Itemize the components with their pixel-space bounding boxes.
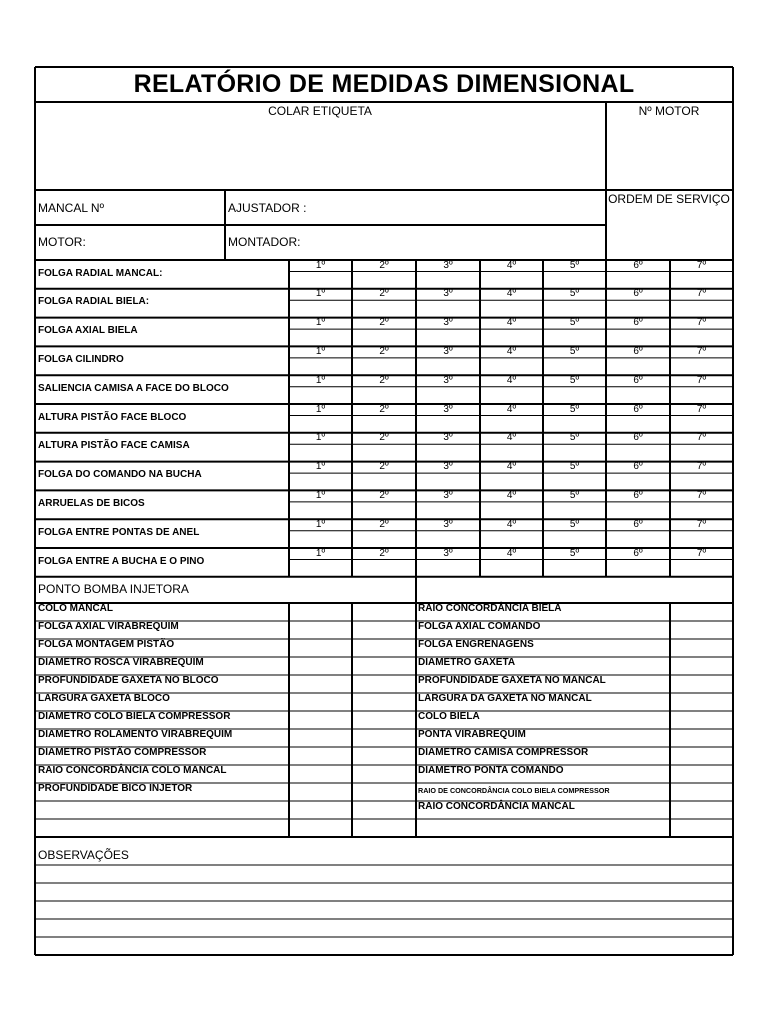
measure-cell[interactable] (291, 359, 350, 373)
position-header: 4º (506, 259, 517, 271)
right-item-value[interactable] (673, 623, 730, 637)
n-motor-field[interactable] (612, 120, 728, 186)
measure-cell[interactable] (482, 273, 541, 287)
position-header: 5º (569, 259, 580, 271)
right-item-value[interactable] (673, 713, 730, 727)
position-header: 6º (633, 518, 643, 530)
left-item-label: RAIO CONCORDÂNCIA COLO MANCAL (38, 765, 227, 776)
measure-cell[interactable] (418, 331, 478, 345)
right-item-value[interactable] (673, 767, 730, 781)
position-header: 1º (315, 432, 326, 444)
right-item-label: COLO BIELA (418, 711, 480, 722)
position-header: 4º (506, 403, 517, 415)
position-header: 2º (379, 317, 389, 329)
ajustador-field[interactable] (300, 196, 600, 222)
position-header: 7º (696, 489, 707, 501)
left-item-label: COLO MANCAL (38, 603, 113, 614)
measure-cell[interactable] (545, 331, 604, 345)
position-header: 1º (315, 345, 326, 357)
position-header: 6º (633, 403, 643, 415)
position-header: 1º (315, 547, 326, 559)
measure-cell[interactable] (354, 475, 414, 489)
position-header: 1º (315, 403, 326, 415)
ponto-bomba-field[interactable] (420, 580, 728, 600)
measure-cell[interactable] (354, 446, 414, 460)
n-motor-label: Nº MOTOR (638, 104, 700, 118)
measure-cell[interactable] (545, 388, 604, 402)
measure-cell[interactable] (291, 475, 350, 489)
measure-label: FOLGA ENTRE PONTAS DE ANEL (38, 526, 200, 538)
position-header: 7º (696, 547, 707, 559)
right-item-value[interactable] (673, 659, 730, 673)
position-header: 3º (443, 518, 453, 530)
measure-cell[interactable] (482, 417, 541, 431)
position-header: 5º (569, 374, 580, 386)
right-item-label: DIAMETRO GAXETA (418, 657, 516, 668)
position-header: 5º (569, 461, 580, 473)
ajustador-label: AJUSTADOR : (228, 201, 307, 215)
measure-cell[interactable] (672, 561, 731, 575)
measure-cell[interactable] (354, 532, 414, 546)
measure-cell[interactable] (545, 446, 604, 460)
measure-cell[interactable] (545, 475, 604, 489)
position-header: 5º (569, 317, 580, 329)
position-header: 2º (379, 432, 389, 444)
position-header: 3º (443, 317, 453, 329)
measure-cell[interactable] (672, 475, 731, 489)
measure-cell[interactable] (482, 359, 541, 373)
left-item-value[interactable] (292, 785, 349, 799)
page-title: RELATÓRIO DE MEDIDAS DIMENSIONAL (133, 70, 635, 98)
measure-cell[interactable] (482, 331, 541, 345)
right-item-value[interactable] (673, 605, 730, 619)
measure-cell[interactable] (354, 417, 414, 431)
position-header: 6º (633, 547, 643, 559)
position-header: 3º (443, 345, 453, 357)
position-header: 4º (506, 374, 517, 386)
measure-label: FOLGA AXIAL BIELA (38, 325, 138, 337)
ordem-servico-field[interactable] (612, 208, 728, 256)
position-header: 1º (315, 259, 326, 271)
measure-cell[interactable] (418, 446, 478, 460)
measure-cell[interactable] (545, 503, 604, 517)
position-header: 1º (315, 317, 326, 329)
position-header: 2º (379, 374, 389, 386)
right-item-label: PROFUNDIDADE GAXETA NO MANCAL (418, 675, 606, 686)
measure-cell[interactable] (545, 532, 604, 546)
left-item-value[interactable] (292, 677, 349, 691)
measure-cell[interactable] (291, 388, 350, 402)
right-item-label: PONTA VIRABREQUIM (418, 729, 526, 740)
measure-cell[interactable] (482, 475, 541, 489)
measure-cell[interactable] (482, 532, 541, 546)
right-item-label: DIAMETRO PONTA COMANDO (418, 765, 564, 776)
position-header: 7º (696, 518, 707, 530)
left-item-label: DIAMETRO ROSCA VIRABREQUIM (38, 657, 204, 668)
ponto-bomba-label: PONTO BOMBA INJETORA (38, 582, 189, 596)
left-item-label: DIAMETRO PISTÃO COMPRESSOR (38, 747, 207, 758)
left-item-value[interactable] (292, 731, 349, 745)
left-item-value[interactable] (292, 605, 349, 619)
measure-cell[interactable] (672, 359, 731, 373)
measure-cell[interactable] (418, 475, 478, 489)
position-header: 4º (506, 547, 517, 559)
position-header: 6º (633, 259, 643, 271)
right-item-label: DIAMETRO CAMISA COMPRESSOR (418, 747, 589, 758)
position-header: 5º (569, 403, 580, 415)
position-header: 2º (379, 518, 389, 530)
measure-cell[interactable] (672, 503, 731, 517)
measure-label: ALTURA PISTÃO FACE CAMISA (38, 440, 190, 452)
right-item-label: LARGURA DA GAXETA NO MANCAL (418, 693, 592, 704)
position-header: 3º (443, 547, 453, 559)
measure-cell[interactable] (608, 503, 668, 517)
left-item-label: LARGURA GAXETA BLOCO (38, 693, 170, 704)
position-header: 2º (379, 403, 389, 415)
left-item-label: FOLGA AXIAL VIRABREQUIM (38, 621, 179, 632)
measure-cell[interactable] (291, 503, 350, 517)
etiqueta-area[interactable] (40, 118, 600, 186)
measure-cell[interactable] (418, 359, 478, 373)
measure-cell[interactable] (354, 302, 414, 316)
motor-label: MOTOR: (38, 235, 86, 249)
measure-cell[interactable] (354, 359, 414, 373)
position-header: 4º (506, 461, 517, 473)
position-header: 1º (315, 489, 326, 501)
right-item-label: RAIO DE CONCORDÂNCIA COLO BIELA COMPRESSOR (418, 786, 610, 795)
measure-cell[interactable] (608, 561, 668, 575)
left-item-value[interactable] (292, 767, 349, 781)
montador-field[interactable] (310, 230, 600, 256)
measure-cell[interactable] (418, 302, 478, 316)
left-item-label: DIAMETRO COLO BIELA COMPRESSOR (38, 711, 231, 722)
right-item-value[interactable] (673, 731, 730, 745)
position-header: 2º (379, 489, 389, 501)
measure-label: ALTURA PISTÃO FACE BLOCO (38, 411, 187, 423)
measure-cell[interactable] (608, 532, 668, 546)
measure-cell[interactable] (672, 388, 731, 402)
measure-cell[interactable] (482, 388, 541, 402)
position-header: 1º (315, 374, 326, 386)
position-header: 4º (506, 288, 517, 300)
measure-cell[interactable] (545, 561, 604, 575)
position-header: 5º (569, 432, 580, 444)
mancal-no-label: MANCAL Nº (38, 201, 104, 215)
measure-cell[interactable] (672, 302, 731, 316)
position-header: 4º (506, 518, 517, 530)
position-header: 6º (633, 432, 643, 444)
position-header: 7º (696, 432, 707, 444)
measure-cell[interactable] (545, 302, 604, 316)
left-item-value[interactable] (292, 713, 349, 727)
measure-cell[interactable] (608, 331, 668, 345)
measure-label: FOLGA RADIAL MANCAL: (38, 267, 163, 279)
left-item-label: FOLGA MONTAGEM PISTÃO (38, 639, 175, 650)
measure-cell[interactable] (608, 388, 668, 402)
position-header: 3º (443, 489, 453, 501)
position-header: 2º (379, 547, 389, 559)
measure-cell[interactable] (608, 475, 668, 489)
measure-label: FOLGA DO COMANDO NA BUCHA (38, 469, 202, 481)
observacoes-label: OBSERVAÇÕES (38, 848, 129, 862)
position-header: 3º (443, 259, 453, 271)
position-header: 3º (443, 374, 453, 386)
measure-label: ARRUELAS DE BICOS (38, 497, 145, 509)
right-item-value[interactable] (673, 695, 730, 709)
right-item-label: RAIO CONCORDÂNCIA BIELA (418, 603, 562, 614)
measure-cell[interactable] (672, 446, 731, 460)
right-item-value[interactable] (673, 641, 730, 655)
colar-etiqueta-label: COLAR ETIQUETA (268, 104, 372, 118)
right-item-value[interactable] (673, 803, 730, 817)
position-header: 6º (633, 288, 643, 300)
position-header: 5º (569, 489, 580, 501)
position-header: 2º (379, 345, 389, 357)
measure-cell[interactable] (482, 302, 541, 316)
position-header: 7º (696, 461, 707, 473)
position-header: 1º (315, 288, 326, 300)
right-item-value[interactable] (673, 677, 730, 691)
measure-cell[interactable] (672, 532, 731, 546)
position-header: 2º (379, 461, 389, 473)
position-header: 1º (315, 518, 326, 530)
measure-cell[interactable] (608, 302, 668, 316)
measure-cell[interactable] (354, 503, 414, 517)
measure-cell[interactable] (291, 561, 350, 575)
position-header: 7º (696, 288, 707, 300)
position-header: 7º (696, 345, 707, 357)
position-header: 4º (506, 489, 517, 501)
measure-cell[interactable] (672, 331, 731, 345)
position-header: 5º (569, 547, 580, 559)
position-header: 7º (696, 317, 707, 329)
position-header: 6º (633, 461, 643, 473)
right-item-label: FOLGA AXIAL COMANDO (418, 621, 541, 632)
measure-label: SALIENCIA CAMISA A FACE DO BLOCO (38, 382, 229, 394)
left-item-value[interactable] (292, 623, 349, 637)
left-item-value[interactable] (292, 695, 349, 709)
position-header: 3º (443, 432, 453, 444)
ordem-servico-label: ORDEM DE SERVIÇO (608, 192, 730, 206)
measure-cell[interactable] (291, 302, 350, 316)
measure-cell[interactable] (291, 331, 350, 345)
measure-cell[interactable] (608, 417, 668, 431)
position-header: 3º (443, 288, 453, 300)
measure-cell[interactable] (354, 331, 414, 345)
position-header: 2º (379, 288, 389, 300)
position-header: 7º (696, 403, 707, 415)
right-item-value[interactable] (673, 785, 730, 799)
position-header: 6º (633, 345, 643, 357)
measure-cell[interactable] (291, 446, 350, 460)
measure-cell[interactable] (354, 273, 414, 287)
measure-cell[interactable] (545, 359, 604, 373)
position-header: 5º (569, 518, 580, 530)
measure-cell[interactable] (291, 273, 350, 287)
measure-cell[interactable] (418, 561, 478, 575)
measure-cell[interactable] (291, 417, 350, 431)
measure-cell[interactable] (608, 359, 668, 373)
position-header: 4º (506, 317, 517, 329)
right-item-label: FOLGA ENGRENAGENS (418, 639, 534, 650)
position-header: 7º (696, 259, 707, 271)
left-item-value[interactable] (292, 641, 349, 655)
measure-cell[interactable] (482, 446, 541, 460)
position-header: 6º (633, 489, 643, 501)
measure-label: FOLGA ENTRE A BUCHA E O PINO (38, 555, 205, 567)
measure-cell[interactable] (418, 532, 478, 546)
measure-cell[interactable] (608, 273, 668, 287)
measure-cell[interactable] (482, 503, 541, 517)
right-item-value[interactable] (673, 749, 730, 763)
left-item-label: DIAMETRO ROLAMENTO VIRABREQUIM (38, 729, 233, 740)
left-item-value[interactable] (292, 659, 349, 673)
measure-cell[interactable] (672, 417, 731, 431)
measure-cell[interactable] (418, 417, 478, 431)
observacoes-field[interactable] (40, 866, 730, 952)
left-item-value[interactable] (292, 749, 349, 763)
position-header: 3º (443, 461, 453, 473)
measure-cell[interactable] (354, 388, 414, 402)
position-header: 6º (633, 317, 643, 329)
measure-cell[interactable] (545, 417, 604, 431)
measure-cell[interactable] (418, 503, 478, 517)
position-header: 5º (569, 345, 580, 357)
position-header: 4º (506, 345, 517, 357)
right-item-label: RAIO CONCORDÂNCIA MANCAL (418, 801, 575, 812)
measure-cell[interactable] (418, 388, 478, 402)
position-header: 5º (569, 288, 580, 300)
measure-cell[interactable] (354, 561, 414, 575)
measure-label: FOLGA CILINDRO (38, 353, 124, 365)
position-header: 7º (696, 374, 707, 386)
left-item-label: PROFUNDIDADE GAXETA NO BLOCO (38, 675, 219, 686)
position-header: 3º (443, 403, 453, 415)
position-header: 2º (379, 259, 389, 271)
position-header: 4º (506, 432, 517, 444)
measure-cell[interactable] (672, 273, 731, 287)
measure-cell[interactable] (291, 532, 350, 546)
measure-label: FOLGA RADIAL BIELA: (38, 296, 150, 308)
measure-cell[interactable] (418, 273, 478, 287)
position-header: 1º (315, 461, 326, 473)
measure-cell[interactable] (545, 273, 604, 287)
position-header: 6º (633, 374, 643, 386)
measure-cell[interactable] (482, 561, 541, 575)
measure-cell[interactable] (608, 446, 668, 460)
left-item-label: PROFUNDIDADE BICO INJETOR (38, 783, 193, 794)
montador-label: MONTADOR: (228, 235, 301, 249)
